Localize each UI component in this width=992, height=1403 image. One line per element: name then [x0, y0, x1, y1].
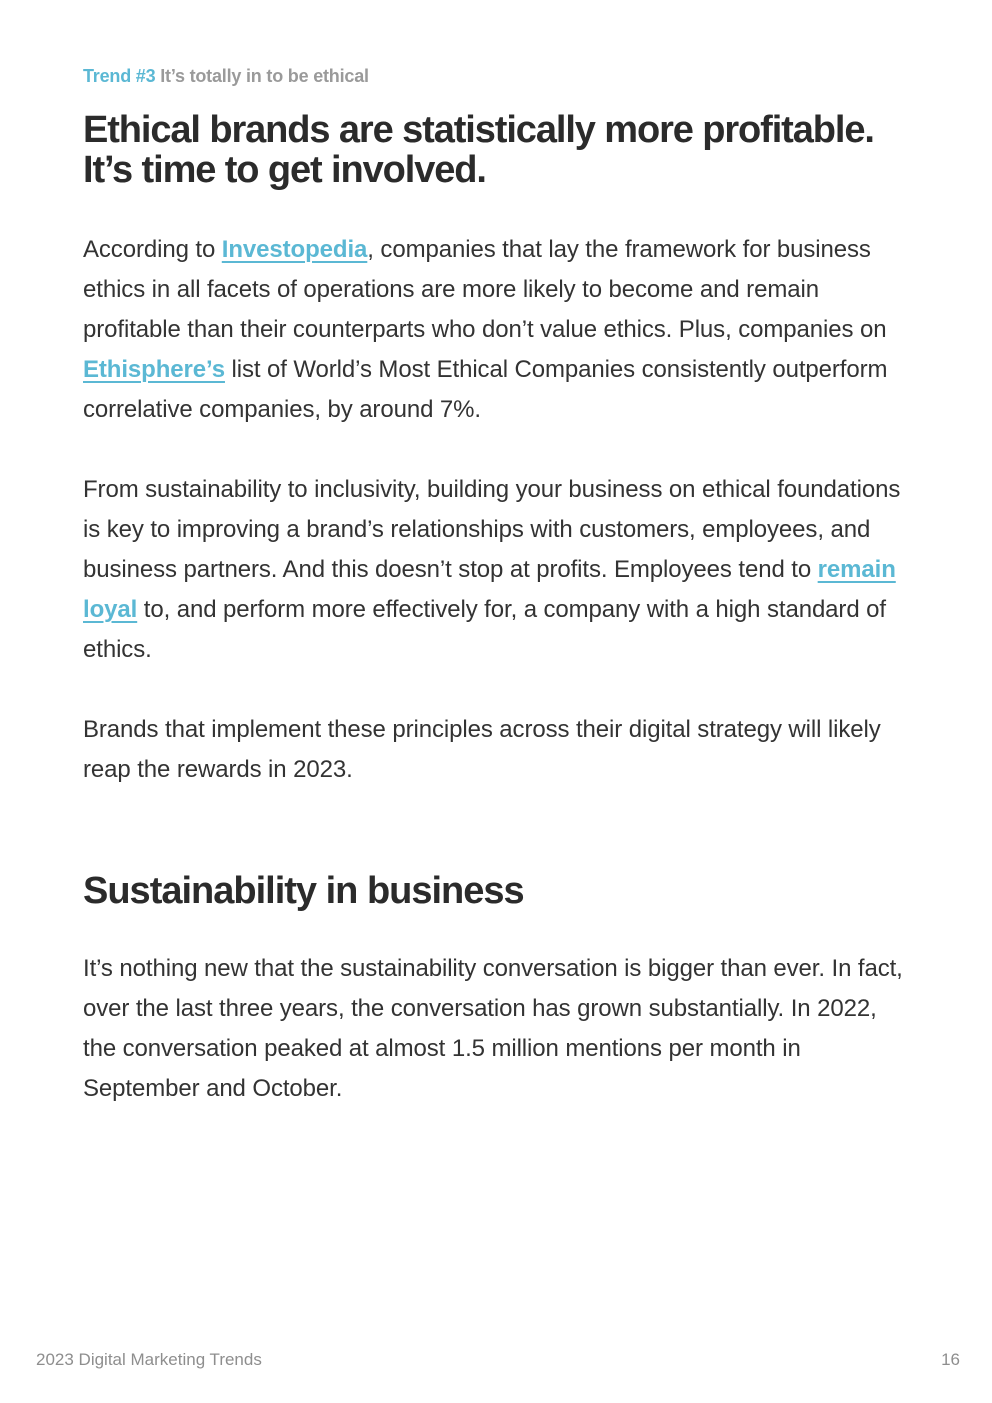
headline-line-2: It’s time to get involved.	[83, 149, 486, 191]
paragraph-1-text-end: list of World’s Most Ethical Companies consistently outperform correlative companies, by around 7%.	[83, 356, 888, 423]
remain-loyal-link[interactable]: remain loyal	[83, 556, 896, 623]
footer-document-title: 2023 Digital Marketing Trends	[36, 1350, 262, 1369]
trend-name: It’s totally in to be ethical	[160, 66, 369, 86]
page-content	[83, 60, 903, 1109]
trend-number: Trend #3	[83, 66, 156, 86]
investopedia-link[interactable]: Investopedia	[221, 236, 368, 263]
paragraph-sustainability: It’s nothing new that the sustainability conversation is bigger than ever. In fact, over the last three years, the conversation has grown substantially. In 2022, the conversation peaked at almost 1.5 million mentions per month in September and October.	[83, 955, 903, 1102]
paragraph-profitability	[83, 230, 903, 430]
page-headline	[83, 110, 903, 190]
paragraph-rewards: Brands that implement these principles across their digital strategy will likely reap the rewards in 2023.	[83, 716, 881, 783]
trend-kicker	[83, 60, 903, 92]
paragraph-1-text-start: According to	[83, 236, 222, 263]
paragraph-relationships	[83, 470, 903, 670]
headline-line-1: Ethical brands are statistically more profitable.	[83, 109, 874, 151]
ethisphere-link[interactable]: Ethisphere’s	[83, 356, 225, 383]
section-title-sustainability: Sustainability in business	[83, 870, 524, 912]
paragraph-2-text-start: From sustainability to inclusivity, building your business on ethical foundations is key to improving a brand’s relationships with customers, employees, and business partners. And this doesn’t stop at profits. Employees tend to	[83, 476, 901, 583]
footer-page-number: 16	[941, 1350, 960, 1369]
paragraph-1-text-middle: , companies that lay the framework for business ethics in all facets of operations are more likely to become and remain profitable than their counterparts who don’t value ethics. Plus, companies on	[83, 236, 887, 343]
paragraph-2-text-end: to, and perform more effectively for, a company with a high standard of ethics.	[83, 596, 886, 663]
